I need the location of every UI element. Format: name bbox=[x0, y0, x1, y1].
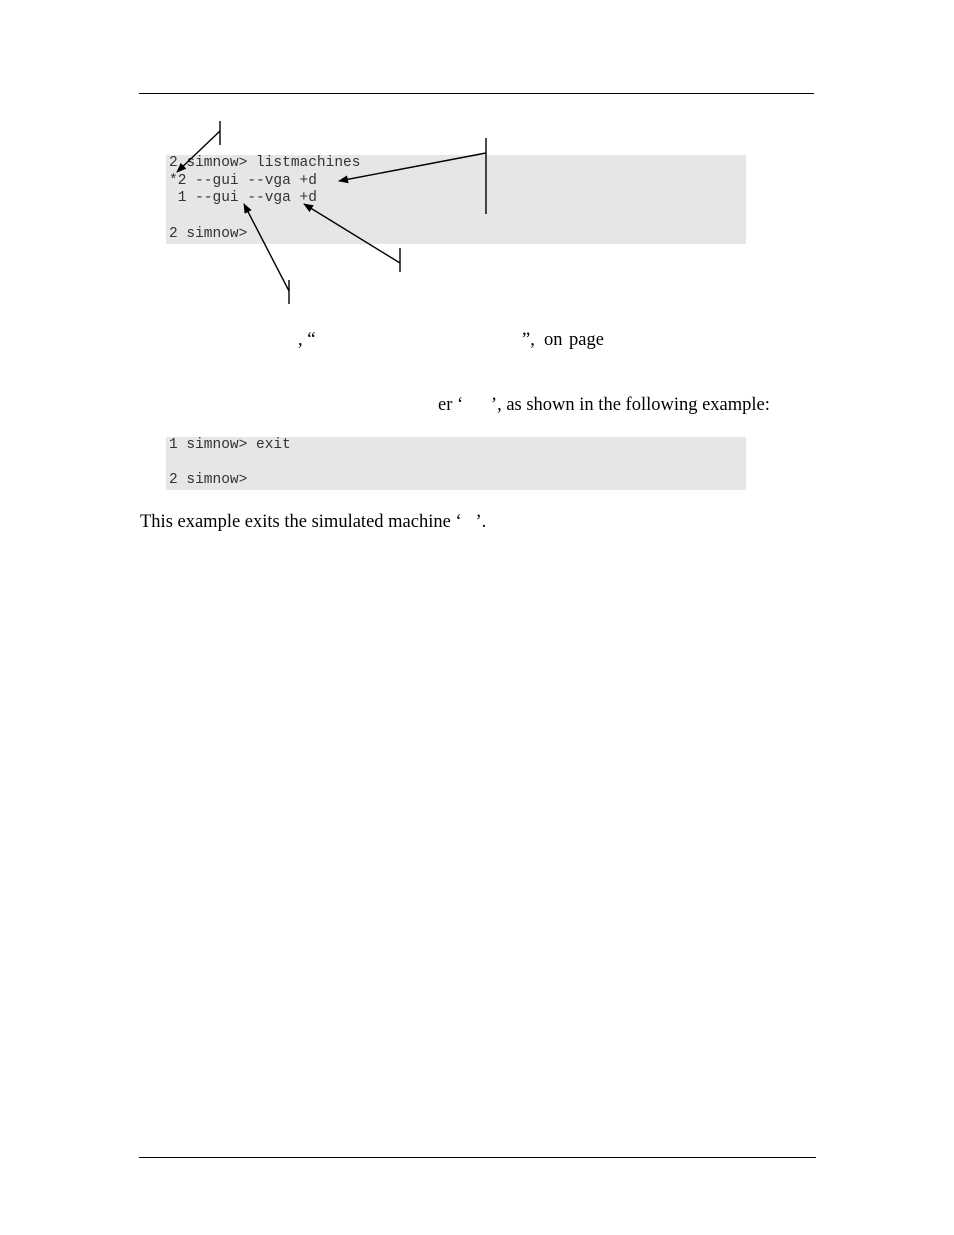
reference-end-quote: ”, bbox=[522, 330, 535, 350]
reference-on: on bbox=[544, 330, 563, 350]
code-line: 2 simnow> listmachines bbox=[169, 155, 361, 171]
reference-comma-quote: , “ bbox=[298, 330, 316, 350]
callout-vga-option bbox=[304, 204, 400, 272]
exit-code-block bbox=[166, 437, 746, 490]
code-line: 1 --gui --vga +d bbox=[169, 190, 317, 206]
reference-page: page bbox=[569, 330, 604, 350]
code-line: 1 simnow> exit bbox=[169, 437, 291, 453]
code-line: 2 simnow> bbox=[169, 226, 248, 242]
callout-current-machine bbox=[177, 121, 220, 172]
closing-sentence: This example exits the simulated machine ‘ ’. bbox=[140, 512, 487, 532]
callout-command-line-options bbox=[339, 138, 486, 214]
code-line: 2 simnow> bbox=[169, 472, 248, 488]
exit-intro-text: er ‘ ’, as shown in the following example: bbox=[438, 395, 770, 415]
code-line: *2 --gui --vga +d bbox=[169, 173, 317, 189]
callout-arrows bbox=[0, 0, 954, 320]
footer-rule bbox=[139, 1157, 816, 1158]
callout-machine-number bbox=[244, 204, 289, 304]
